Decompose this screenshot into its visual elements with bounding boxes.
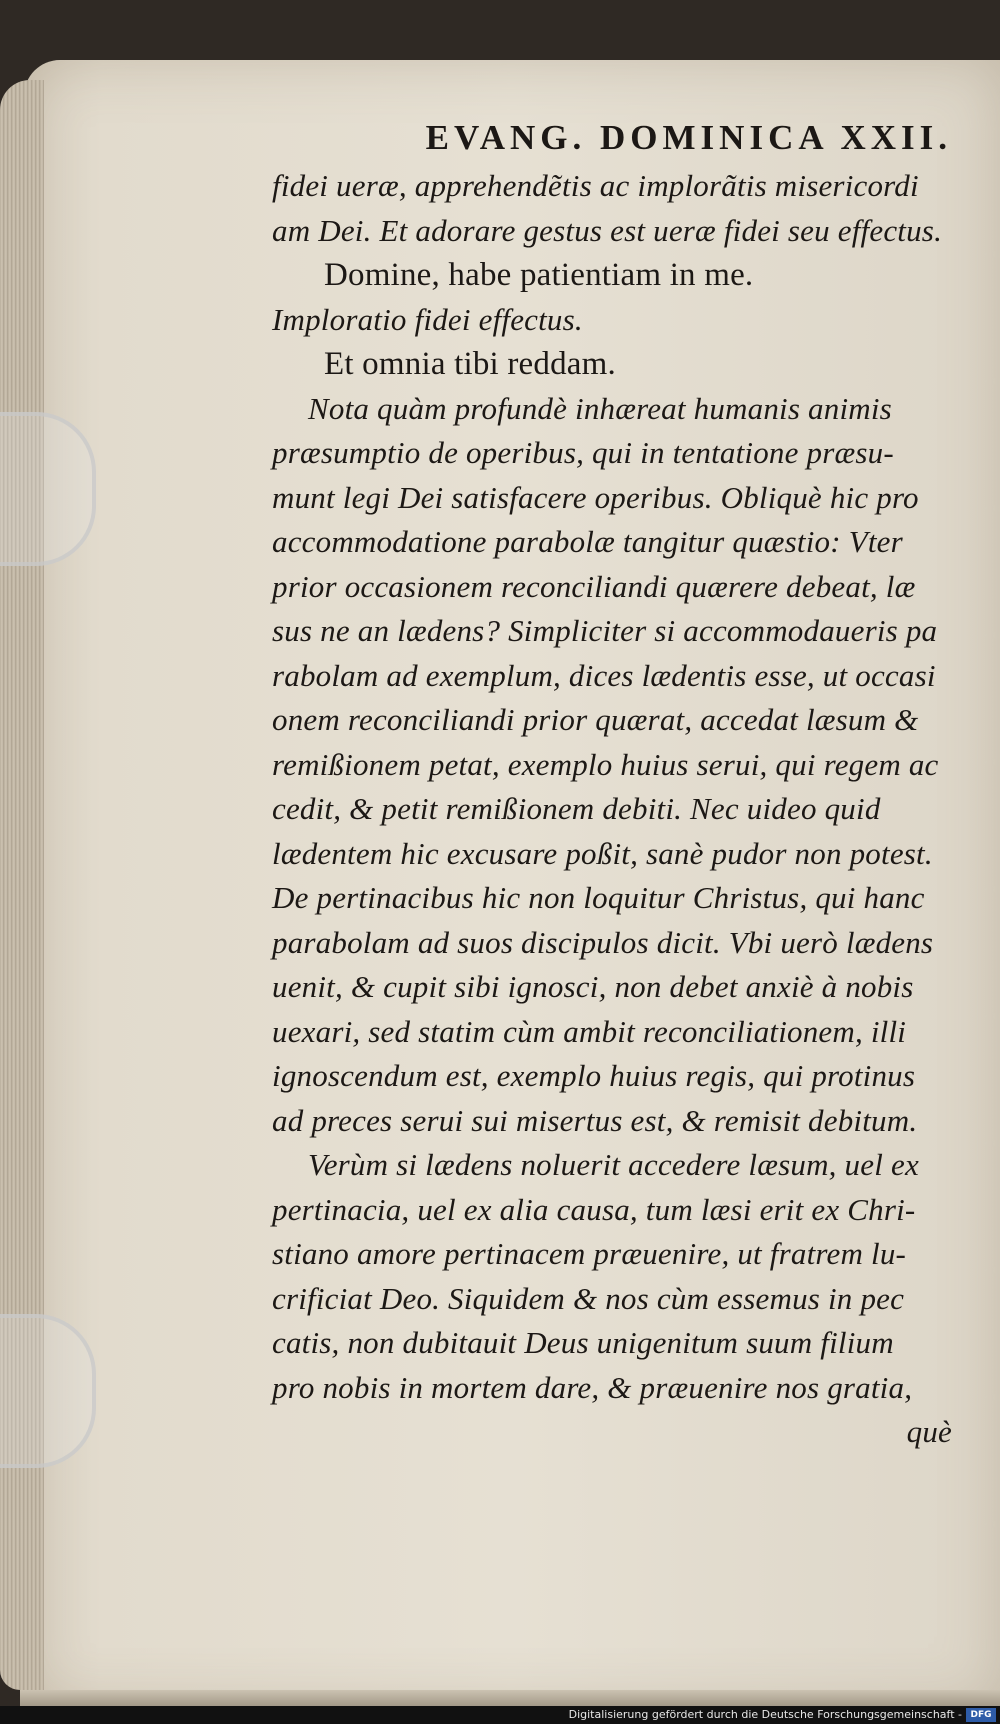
text-line: onem reconciliandi prior quærat, accedat læsum & bbox=[272, 702, 919, 737]
text-line: rabolam ad exemplum, dices lædentis esse, ut occasi bbox=[272, 657, 936, 693]
text-line: stiano amore pertinacem præuenire, ut fratrem lu- bbox=[272, 1236, 907, 1271]
text-line: Verùm si lædens noluerit accedere læsum, uel ex bbox=[308, 1147, 919, 1182]
text-line: munt legi Dei satisfacere operibus. Obliquè hic pro bbox=[272, 479, 919, 515]
catchword: què bbox=[906, 1414, 952, 1449]
text-line: ignoscendum est, exemplo huius regis, qui protinus bbox=[272, 1058, 916, 1093]
page-text-block bbox=[272, 118, 972, 1455]
footer-credit: Digitalisierung gefördert durch die Deutsche Forschungsgemeinschaft - bbox=[568, 1708, 962, 1721]
text-line: prior occasionem reconciliandi quærere debeat, læ bbox=[272, 568, 916, 604]
text-line: am Dei. Et adorare gestus est ueræ fidei seu effectus. bbox=[272, 212, 943, 248]
dfg-logo: DFG bbox=[966, 1708, 996, 1722]
book-clip-top bbox=[0, 412, 96, 566]
text-line: præsumptio de operibus, qui in tentatione præsu- bbox=[272, 435, 894, 470]
text-line: crificiat Deo. Siquidem & nos cùm essemus in pec bbox=[272, 1280, 905, 1316]
book-clip-bottom bbox=[0, 1314, 96, 1468]
text-line: ad preces serui sui misertus est, & remisit debitum. bbox=[272, 1102, 918, 1138]
text-line: Imploratio fidei effectus. bbox=[272, 301, 583, 337]
text-line: pro nobis in mortem dare, & præuenire nos gratia, bbox=[272, 1369, 913, 1405]
text-line: remißionem petat, exemplo huius serui, qui regem ac bbox=[272, 746, 939, 782]
text-line: uexari, sed statim cùm ambit reconciliationem, illi bbox=[272, 1013, 907, 1049]
text-line: lædentem hic excusare poßit, sanè pudor non potest. bbox=[272, 835, 933, 871]
text-line: parabolam ad suos discipulos dicit. Vbi uerò lædens bbox=[272, 924, 934, 960]
text-line: fidei ueræ, apprehendẽtis ac implorãtis misericordi bbox=[272, 168, 919, 203]
text-line: sus ne an lædens? Simpliciter si accommodaueris pa bbox=[272, 613, 938, 648]
text-line: cedit, & petit remißionem debiti. Nec uideo quid bbox=[272, 791, 881, 826]
text-line: uenit, & cupit sibi ignosci, non debet anxiè à nobis bbox=[272, 969, 914, 1004]
text-line: De pertinacibus hic non loquitur Christus, qui hanc bbox=[272, 880, 925, 915]
text-line: Domine, habe patientiam in me. bbox=[324, 257, 754, 293]
text-lines bbox=[272, 164, 972, 1455]
text-line: Et omnia tibi reddam. bbox=[324, 346, 616, 382]
text-line: accommodatione parabolæ tangitur quæstio: Vter bbox=[272, 524, 903, 559]
running-head: EVANG. DOMINICA XXII. bbox=[425, 118, 952, 157]
text-line: pertinacia, uel ex alia causa, tum læsi erit ex Chri- bbox=[272, 1191, 916, 1227]
text-line: catis, non dubitauit Deus unigenitum suum filium bbox=[272, 1325, 894, 1360]
digitization-footer bbox=[0, 1706, 1000, 1724]
text-line: Nota quàm profundè inhæreat humanis animis bbox=[308, 390, 892, 426]
